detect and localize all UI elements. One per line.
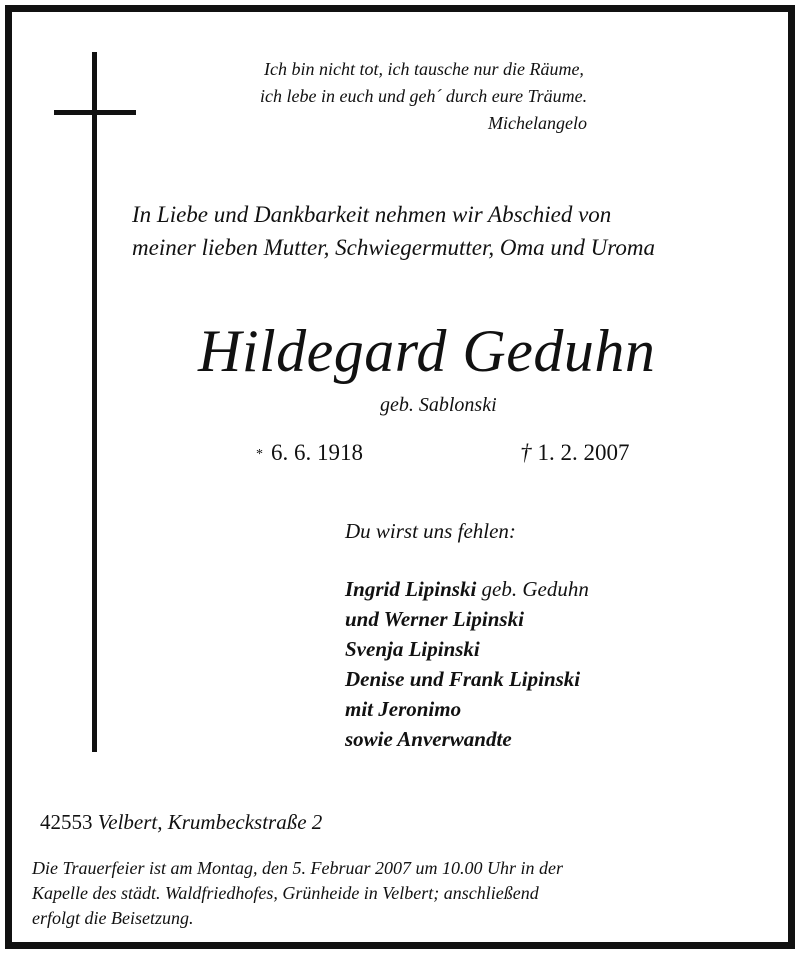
funeral-notice bbox=[32, 856, 792, 931]
quote-author: Michelangelo bbox=[488, 113, 587, 133]
death-date-value: 1. 2. 2007 bbox=[537, 440, 630, 465]
mourner-item bbox=[345, 634, 589, 664]
death-date bbox=[520, 438, 630, 468]
intro-text bbox=[132, 198, 792, 264]
obituary-frame bbox=[5, 5, 795, 949]
intro-line: meiner lieben Mutter, Schwiegermutter, Oma und Uroma bbox=[132, 235, 655, 260]
birth-icon: * bbox=[256, 447, 263, 462]
address bbox=[40, 808, 322, 836]
quote-block bbox=[248, 56, 748, 137]
deceased-name: Hildegard Geduhn bbox=[198, 318, 656, 384]
intro-line: In Liebe und Dankbarkeit nehmen wir Abschied von bbox=[132, 202, 612, 227]
mourner-item bbox=[345, 724, 589, 754]
address-postcode: 42553 bbox=[40, 810, 93, 834]
birth-date bbox=[256, 438, 363, 468]
cross-icon bbox=[92, 52, 97, 752]
address-street: Velbert, Krumbeckstraße 2 bbox=[97, 810, 323, 834]
mourners-list bbox=[345, 574, 589, 754]
mourner-name: und Werner Lipinski bbox=[345, 607, 524, 631]
funeral-line: erfolgt die Beisetzung. bbox=[32, 908, 194, 928]
funeral-line: Die Trauerfeier ist am Montag, den 5. Februar 2007 um 10.00 Uhr in der bbox=[32, 858, 563, 878]
mourners-heading: Du wirst uns fehlen: bbox=[345, 519, 516, 543]
birth-date-value: 6. 6. 1918 bbox=[271, 440, 363, 465]
mourner-item bbox=[345, 664, 589, 694]
mourner-name: Denise und Frank Lipinski bbox=[345, 667, 581, 691]
quote-line: ich lebe in euch und geh´ durch eure Träume. bbox=[260, 86, 588, 106]
mourner-item bbox=[345, 574, 589, 604]
mourner-item bbox=[345, 694, 589, 724]
death-cross-icon: † bbox=[520, 440, 532, 465]
mourner-name: mit Jeronimo bbox=[345, 697, 462, 721]
mourner-item bbox=[345, 604, 589, 634]
mourner-suffix: geb. Geduhn bbox=[476, 577, 589, 601]
funeral-line: Kapelle des städt. Waldfriedhofes, Grünheide in Velbert; anschließend bbox=[32, 883, 539, 903]
quote-line: Ich bin nicht tot, ich tausche nur die Räume, bbox=[264, 59, 584, 79]
mourner-name: Svenja Lipinski bbox=[345, 637, 480, 661]
cross-icon-bar bbox=[54, 110, 136, 115]
maiden-name: geb. Sablonski bbox=[380, 394, 497, 416]
mourner-name: Ingrid Lipinski bbox=[345, 577, 477, 601]
mourner-name: sowie Anverwandte bbox=[345, 727, 512, 751]
